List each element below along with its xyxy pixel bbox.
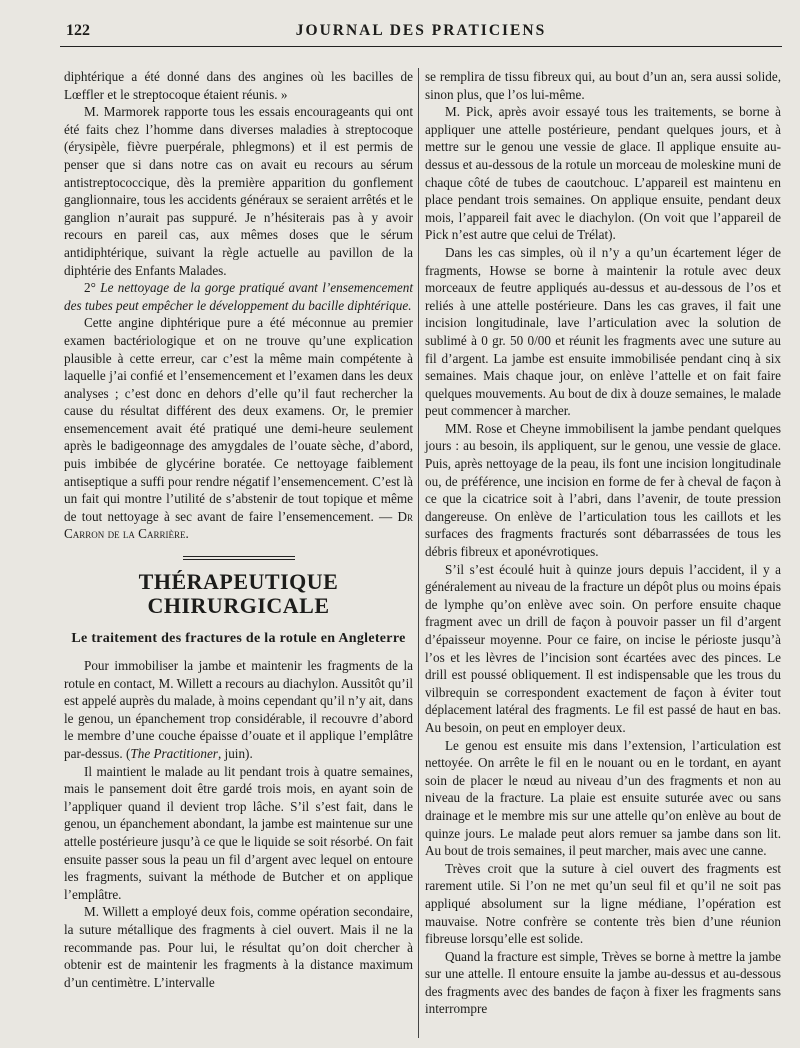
left-column [64,68,413,991]
left-paragraph-7: M. Willett a employé deux fois, comme opération secondaire, la suture métallique des fragments à ciel ouvert. Mais il ne la recommande pas. Pour lui, le résultat qu’on doit chercher à obtenir est de maintenir les fragments à la distance maximum d’un centimètre. L’intervalle [64,904,413,990]
right-paragraph-4: MM. Rose et Cheyne immobilisent la jambe pendant quelques jours : au besoin, ils appliquent, sur le genou, une vessie de glace. Puis, après nettoyage de la peau, ils font une incision longitudinale ou, de préférence, une incision en forme de fer à cheval de façon à ce que la cicatrice soit à l’abri, dans l’avenir, de toute pression dangereuse. On enlève de l’articulation tous les caillots et les surfaces des fragments fracturés sont débarrassées de tous les débris fibreux et aponévrotiques. [425,420,781,560]
right-paragraph-2: M. Pick, après avoir essayé tous les traitements, se borne à appliquer une attelle postérieure, pendant quelques jours, et à mettre sur le genou une vessie de glace. Il applique ensuite au-dessus et au-dessous de la rotule un morceau de moleskine muni de chaque côté de tubes de caoutchouc. L’appareil est maintenu en place pendant trois semaines. On applique ensuite, pendant deux mois, l’appareil fait avec le diachylon. (On voit que l’appareil de Pick n’est autre que celui de Trélat). [425,104,781,243]
article-title: Le traitement des fractures de la rotule en Angleterre [71,631,406,647]
page-header [60,18,782,48]
page-number: 122 [66,22,90,39]
header-rule [60,46,782,47]
right-paragraph-7: Trèves croit que la suture à ciel ouvert des fragments est rarement utile. Si l’on ne met qu’un seul fil et qu’il ne soit pas appliqué absolument sur la ligne médiane, l’opération est mauvaise. Notre confrère se contente très bien d’une réunion fibreuse lorsqu’elle est solide. [425,860,781,947]
conclusion-text: Le nettoyage de la gorge pratiqué avant l’ensemencement des tubes peut empêcher le développement du bacille diphtérique. [64,280,414,313]
left-paragraph-4-text: Cette angine diphtérique pure a été méconnue au premier examen bactériologique et on ne trouve qu’une explication plausible à cette erreur, car c’est la même main compétente à laquelle j’ai confié et l’ensemencement et l’examen dans les deux analyses ; c’est donc en dehors d’elle qu’il faut rechercher la cause du résultat différent des deux examens. Or, le premier ensemencement avait été pratiqué une demi-heure seulement après le badigeonnage des amygdales de l’ouate sèche, d’abord, puis imbibée de glycérine boratée. Ce nettoyage faiblement antiseptique a suffi pour rendre négatif l’ensemencement. C’est là un fait qui montre l’utilité de s’abstenir de tout topique et même de tout nettoyage à sec avant de faire l’ensemencement. — [64,315,413,524]
left-paragraph-5 [64,657,413,763]
right-paragraph-8: Quand la fracture est simple, Trèves se borne à mettre la jambe sur une attelle. Il entoure ensuite la jambe au-dessus et au-dessous des fragments avec des bandes de façon à fixer les fragments sans interrompre [425,948,781,1017]
right-paragraph-3: Dans les cas simples, où il n’y a qu’un écartement léger de fragments, Howse se borne à maintenir la rotule avec deux morceaux de feutre appliqués au-dessus et au-dessous de l’os et reliés à une attelle postérieure. Dans les cas graves, il fait une incision longitudinale, lave l’articulation avec la solution de sublimé à 0 gr. 50 0/00 et réunit les fragments avec une suture au fil d’argent. La jambe est ensuite immobilisée pendant cinq à six semaines. Mais chaque jour, on enlève l’attelle et on fait faire quelques mouvements. Au bout de dix à douze semaines, le malade peut commencer à marcher. [425,244,781,419]
conclusion-number: 2° [84,280,96,296]
left-paragraph-4 [64,314,413,543]
left-paragraph-5-text: Pour immobiliser la jambe et maintenir les fragments de la rotule en contact, M. Willett a recours au diachylon. Aussitôt qu’il est appelé auprès du malade, à moins cependant qu’il n’y ait, dans le genou, un épanchement trop considérable, il recouvre d’abord le membre d’une couche épaisse d’ouate et il applique l’emplâtre par-dessus. ( [64,658,413,761]
left-paragraph-6: Il maintient le malade au lit pendant trois à quatre semaines, mais le pansement doit être gardé trois mois, en ayant soin de l’appliquer quand il devient trop lâche. S’il s’est fait, dans le genou, un épanchement abondant, la jambe est maintenue sur une attelle postérieure jusqu’à ce que le liquide se soit résorbé. On fait ensuite passer sous la peau un fil d’argent avec lequel on entoure les fragments, suivant la méthode de Butcher et on applique l’emplâtre. [64,763,413,902]
right-column [425,68,781,1018]
left-paragraph-1: diphtérique a été donné dans des angines où les bacilles de Lœffler et le streptocoque étaient réunis. » [64,69,413,102]
left-paragraph-3 [64,279,413,314]
right-paragraph-1: se remplira de tissu fibreux qui, au bout d’un an, sera aussi solide, sinon plus, que l’os lui-même. [425,69,781,102]
column-divider [418,68,419,1038]
left-paragraph-5-end: , juin). [217,746,253,761]
section-separator [183,556,295,560]
running-title: JOURNAL DES PRATICIENS [295,22,547,39]
right-paragraph-5: S’il s’est écoulé huit à quinze jours depuis l’accident, il y a généralement au niveau de la fracture un dépôt plus ou moins épais de lymphe qu’on enlève avec soin. On perfore ensuite chaque fragment avec un drill de façon à pouvoir passer un fil d’argent d’épaisseur moyenne. Pour ce faire, on incise le périoste jusqu’à l’os et les lèvres de l’incision sont écartées avec des pinces. Le drill est poussé obliquement. Il est indispensable que les trous du vilbrequin se correspondent exactement de façon à éviter tout déplacement latéral des fragments. Le fil est passé de haut en bas. Au besoin, on peut en employer deux. [425,561,781,735]
journal-reference: The Practitioner [130,746,218,761]
author-signature: Dr Carron de la Carrière. [64,508,414,542]
right-paragraph-6: Le genou est ensuite mis dans l’extension, l’articulation est nettoyée. On arrête le fil en le nouant ou en le tordant, en ayant soin de placer le nœud au niveau d’un des fragments et non au niveau de la fracture. La plaie est ensuite suturée avec ou sans drainage et le membre mis sur une attelle qu’on enlève au bout de quinze jours. Le malade peut alors remuer sa jambe dans son lit. Au bout de trois semaines, il peut marcher, mais avec une canne. [425,737,781,859]
section-title: THÉRAPEUTIQUE CHIRURGICALE [138,569,339,619]
left-paragraph-2: M. Marmorek rapporte tous les essais encourageants qui ont été faits chez l’homme dans diverses maladies à streptocoque (érysipèle, fièvre puerpérale, phlegmons) et il est permis de penser que si dans notre cas on avait eu recours au sérum antistreptococcique, dès la première apparition du gonflement ganglionnaire, tous les accidents généraux se seraient arrêtés et le ganglion n’aurait pas suppuré. Je n’hésiterais pas à y avoir recours en pareil cas, aux mêmes doses que le sérum antidiphtérique, suivant la règle actuelle au pavillon de la diphtérie des Enfants Malades. [64,104,413,278]
